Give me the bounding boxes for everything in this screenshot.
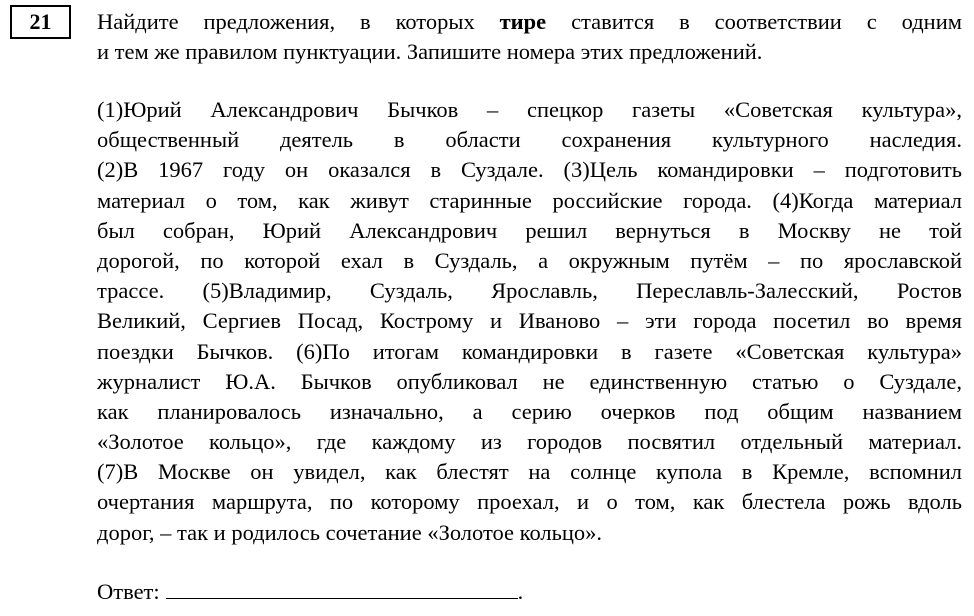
answer-input[interactable] <box>166 576 518 599</box>
instruction-line-2: и тем же правилом пунктуации. Запишите номера этих предложений. <box>97 39 763 65</box>
passage-line: «Золотое кольцо», где каждому из городов посвятил отдельный материал. <box>97 429 962 455</box>
passage-line: материал о том, как живут старинные российские города. (4)Когда материал <box>97 187 962 213</box>
instruction-bold-word: тире <box>499 9 547 34</box>
task-instruction <box>97 7 962 67</box>
answer-label: Ответ: <box>97 579 160 604</box>
passage-line: (1)Юрий Александрович Бычков – спецкор газеты «Советская культура», <box>97 97 962 122</box>
passage-line: был собран, Юрий Александрович решил вернуться в Москву не той <box>97 217 962 243</box>
passage-line: (2)В 1967 году он оказался в Суздале. (3)Цель командировки – подготовить <box>97 157 962 183</box>
passage-line: очертания маршрута, по которому проехал, и о том, как блестела рожь вдоль <box>97 489 962 515</box>
passage-line: дорог, – так и родилось сочетание «Золотое кольцо». <box>97 519 603 545</box>
answer-row <box>97 576 523 607</box>
passage-line: журналист Ю.А. Бычков опубликовал не единственную статью о Суздале, <box>97 368 962 394</box>
answer-end-punct: . <box>517 579 524 604</box>
instruction-line-1 <box>97 7 962 37</box>
passage-line: общественный деятель в области сохранения культурного наследия. <box>97 127 962 153</box>
instruction-text: Найдите предложения, в которых <box>97 9 500 34</box>
instruction-text: ставится в соответствии с одним <box>546 9 962 34</box>
passage-text <box>97 95 962 548</box>
passage-line: дорогой, по которой ехал в Суздаль, а окружным путём – по ярославской <box>97 247 962 273</box>
passage-line: поездки Бычков. (6)По итогам командировки в газете «Советская культура» <box>97 338 962 364</box>
passage-line: трассе. (5)Владимир, Суздаль, Ярославль, Переславль-Залесский, Ростов <box>97 278 962 304</box>
passage-line: Великий, Сергиев Посад, Кострому и Иваново – эти города посетил во время <box>97 308 962 334</box>
passage-line: как планировалось изначально, а серию очерков под общим названием <box>97 398 962 424</box>
passage-line: (7)В Москве он увидел, как блестят на солнце купола в Кремле, вспомнил <box>97 459 962 485</box>
task-number: 21 <box>10 5 71 39</box>
